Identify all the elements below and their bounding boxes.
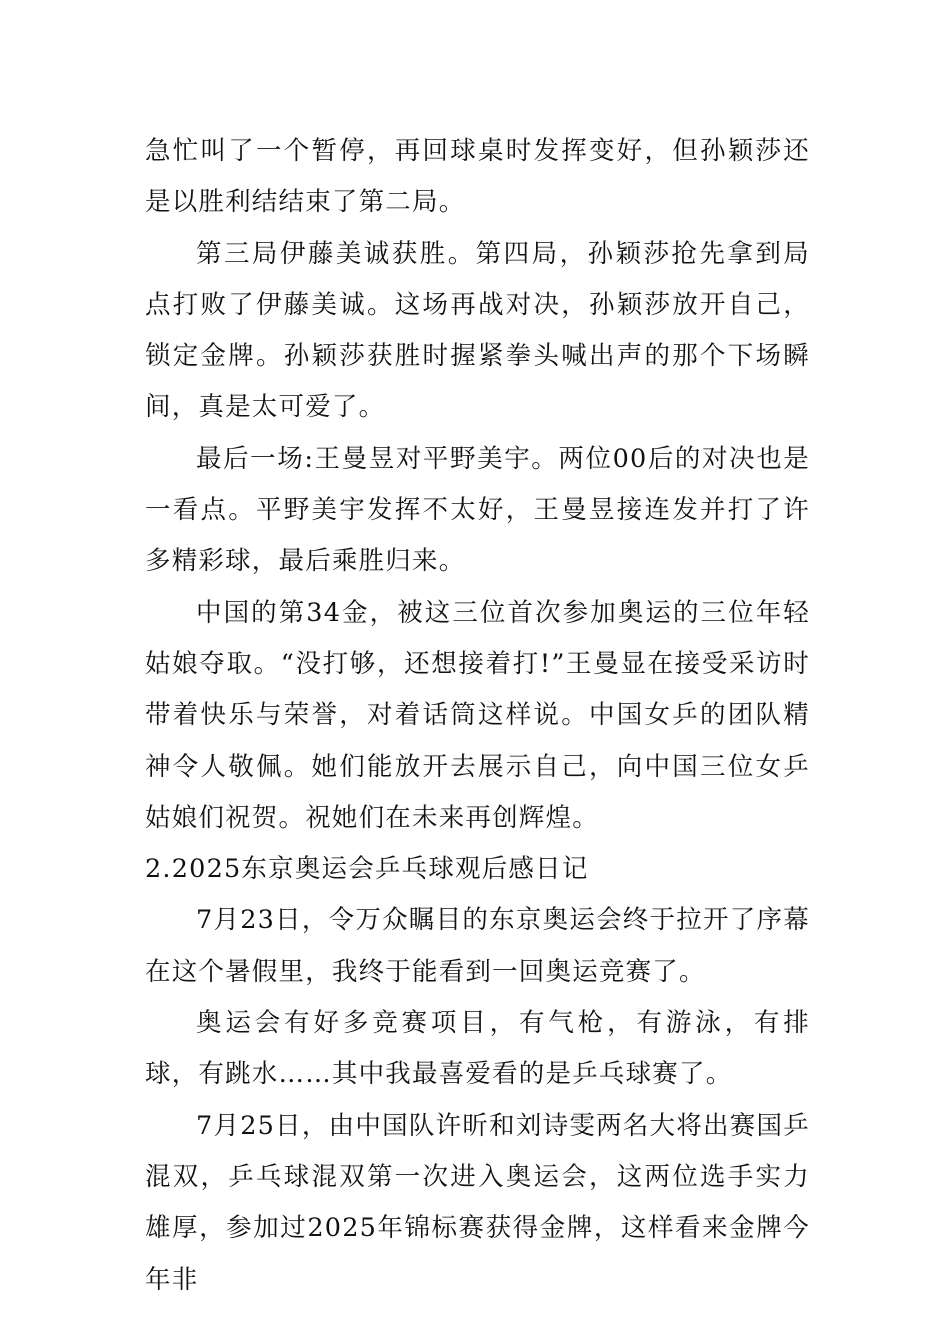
paragraph: 7月25日，由中国队许昕和刘诗雯两名大将出赛国乒混双，乒乓球混双第一次进入奥运会，这两位选手实力雄厚，参加过2025年锦标赛获得金牌，这样看来金牌今年非 (145, 1110, 810, 1295)
paragraph: 最后一场:王曼昱对平野美宇。两位00后的对决也是一看点。平野美宇发挥不太好，王曼昱接连发并打了许多精彩球，最后乘胜归来。 (145, 443, 810, 577)
paragraph-continuation: 急忙叫了一个暂停，再回球桌时发挥变好，但孙颖莎还是以胜利结结束了第二局。 (145, 136, 810, 218)
paragraph: 第三局伊藤美诚获胜。第四局，孙颖莎抢先拿到局点打败了伊藤美诚。这场再战对决，孙颖莎放开自己，锁定金牌。孙颖莎获胜时握紧拳头喊出声的那个下场瞬间，真是太可爱了。 (145, 238, 810, 423)
paragraph: 中国的第34金，被这三位首次参加奥运的三位年轻姑娘夺取。“没打够，还想接着打!”王曼显在接受采访时带着快乐与荣誉，对着话筒这样说。中国女乒的团队精神令人敬佩。她们能放开去展示自己，向中国三位女乒姑娘们祝贺。祝她们在未来再创辉煌。 (145, 597, 810, 833)
document-body (145, 126, 810, 1306)
paragraph: 7月23日，令万众瞩目的东京奥运会终于拉开了序幕在这个暑假里，我终于能看到一回奥运竞赛了。 (145, 905, 810, 987)
paragraph: 奥运会有好多竞赛项目，有气枪，有游泳，有排球，有跳水……其中我最喜爱看的是乒乓球赛了。 (145, 1008, 810, 1090)
section-heading: 2.2025东京奥运会乒乓球观后感日记 (145, 854, 589, 885)
